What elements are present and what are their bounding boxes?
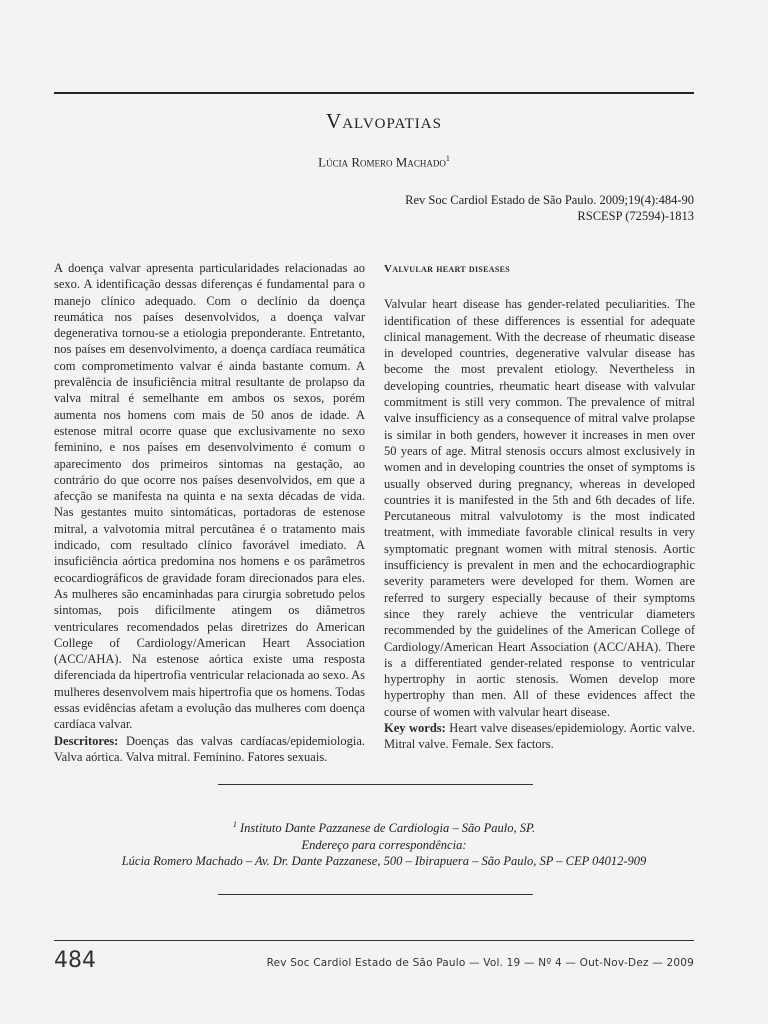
citation-reference: Rev Soc Cardiol Estado de São Paulo. 2009;19(4):484-90 — [405, 193, 694, 207]
keywords-en-label: Key words: — [384, 721, 446, 736]
author-affiliation-mark: 1 — [445, 154, 450, 163]
affiliation-rule-top — [218, 784, 533, 785]
correspondence-label: Endereço para correspondência: — [301, 837, 467, 852]
citation-block — [405, 192, 694, 224]
abstract-en-keywords — [384, 720, 695, 753]
page-number: 484 — [54, 948, 96, 973]
abstract-english — [384, 261, 695, 753]
keywords-pt-text: Doenças das valvas cardíacas/epidemiologia. Valva aórtica. Valva mitral. Feminino. Fatores sexuais. — [54, 733, 365, 764]
affiliation-block — [0, 817, 768, 870]
keywords-pt-label: Descritores: — [54, 733, 119, 748]
abstract-en-body: Valvular heart disease has gender-related peculiarities. The identification of these differences is essential for adequate clinical management. With the decrease of rheumatic disease in developed countries, degenerative valvular disease has become the most prevalent etiology. Nevertheless in developing countries, rheumatic heart disease with valvular commitment is still very common. The prevalence of mitral valve insufficiency as a consequence of mitral valve prolapse is similar in both genders, however it increases in men over 50 years of age. Mitral stenosis occurs almost exclusively in women and in developing countries the onset of symptoms is usually observed during pregnancy, whereas in developed countries it is manifested in the 5th and 6th decades of life. Percutaneous mitral valvulotomy is the most indicated treatment, with immediate favorable clinical results in very symptomatic pregnant women with mitral stenosis. Aortic insufficiency is prevalent in men and the echocardiographic severity parameters were developed for them. Women are referred to surgery especially because of their symptoms since they rarely achieve the ventricular diameters recommended by the guidelines of the American College of Cardiology/American Heart Association (ACC/AHA). There is a differentiated gender-related response to ventricular hypertrophy in aortic stenosis. Women develop more hypertrophy than men. All of these evidences affect the course of women with valvular heart disease. — [384, 297, 695, 719]
affiliation-institution-text: Instituto Dante Pazzanese de Cardiologia – São Paulo, SP. — [236, 821, 536, 836]
correspondence-address: Lúcia Romero Machado – Av. Dr. Dante Pazzanese, 500 – Ibirapuera – São Paulo, SP – CEP 04012-909 — [121, 854, 647, 869]
abstract-pt-keywords — [54, 733, 365, 766]
footer-journal-info: Rev Soc Cardiol Estado de São Paulo — Vol. 19 — Nº 4 — Out-Nov-Dez — 2009 — [266, 957, 694, 969]
affiliation-institution — [0, 817, 768, 837]
author-line — [0, 154, 768, 170]
citation-id: RSCESP (72594)-1813 — [577, 209, 694, 223]
abstract-pt-body: A doença valvar apresenta particularidades relacionadas ao sexo. A identificação dessas diferenças é fundamental para o manejo clínico adequado. Com o declínio da doença reumática nos países desenvolvidos, a doença valvar degenerativa tornou-se a etiologia preponderante. Entretanto, nos países em desenvolvimento, a doença cardíaca reumática com comprometimento valvar é ainda bastante comum. A prevalência de insuficiência mitral resultante de prolapso da valva mitral é semelhante em ambos os sexos, porém aumenta nos homens com mais de 50 anos de idade. A estenose mitral ocorre quase que exclusivamente no sexo feminino, e nos países em desenvolvimento é comum o aparecimento dos primeiros sintomas na gestação, ao contrário do que ocorre nos países desenvolvidos, em que a afecção se manifesta na quinta e na sexta décadas de vida. Nas gestantes muito sintomáticas, portadoras de estenose mitral, a valvotomia mitral percutânea é o tratamento mais indicado, com resultado clínico favorável imediato. A insuficiência aórtica predomina nos homens e os parâmetros ecocardiográficos de gravidade foram direcionados para eles. As mulheres são encaminhadas para cirurgia sobretudo pelos sintomas, pois dificilmente atingem os diâmetros ventriculares recomendados pelas diretrizes do American College of Cardiology/American Heart Association (ACC/AHA). Na estenose aórtica existe uma resposta diferenciada da hipertrofia ventricular relacionada ao sexo. As mulheres desenvolvem mais hipertrofia que os homens. Todas essas evidências afetam a evolução das mulheres com doença cardíaca valvar. — [54, 261, 365, 732]
author-name: Lúcia Romero Machado — [318, 154, 446, 170]
abstract-en-heading: Valvular heart diseases — [384, 263, 511, 275]
affiliation-rule-bottom — [218, 894, 533, 895]
affiliation-mark: 1 — [232, 820, 237, 829]
abstract-portuguese — [54, 260, 365, 765]
keywords-en-text: Heart valve diseases/epidemiology. Aortic valve. Mitral valve. Female. Sex factors. — [384, 721, 695, 752]
article-title: Valvopatias — [326, 109, 442, 133]
top-rule — [54, 92, 694, 94]
footer-rule — [54, 940, 694, 941]
